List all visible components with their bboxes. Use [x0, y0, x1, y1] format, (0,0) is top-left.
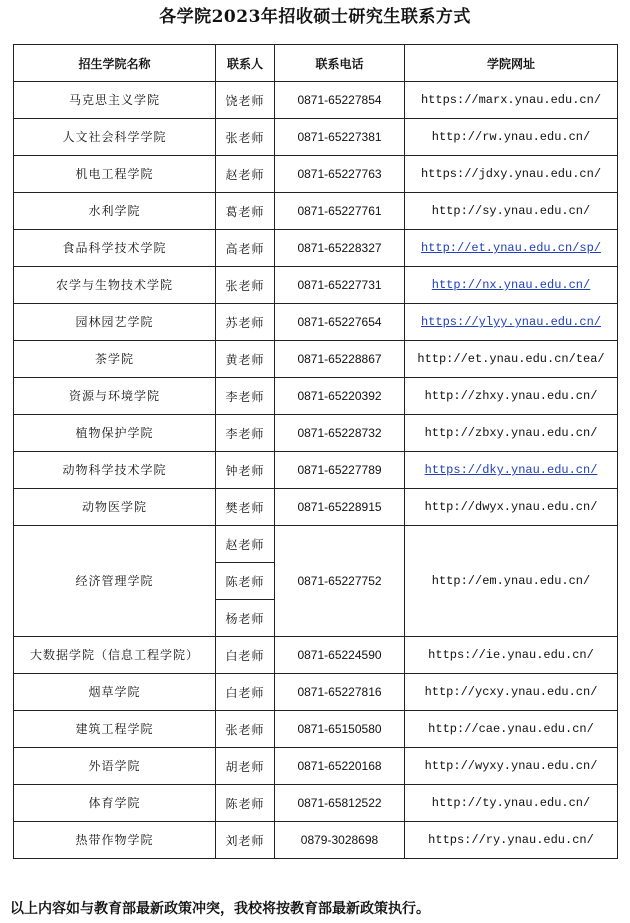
table-row — [14, 785, 618, 822]
table-row — [14, 156, 618, 193]
contact-phone: 0879-3028698 — [275, 822, 405, 859]
contact-person: 饶老师 — [216, 82, 275, 119]
college-name: 大数据学院（信息工程学院） — [14, 637, 216, 674]
college-url[interactable]: https://marx.ynau.edu.cn/ — [405, 82, 618, 119]
header-contact: 联系人 — [216, 45, 275, 82]
contact-person: 杨老师 — [216, 600, 275, 637]
college-url[interactable]: http://et.ynau.edu.cn/sp/ — [420, 241, 602, 255]
college-name: 人文社会科学学院 — [14, 119, 216, 156]
college-name: 园林园艺学院 — [14, 304, 216, 341]
college-url[interactable]: https://ylyy.ynau.edu.cn/ — [420, 315, 602, 329]
college-url[interactable]: https://dky.ynau.edu.cn/ — [424, 463, 598, 477]
contact-person: 刘老师 — [216, 822, 275, 859]
college-name: 食品科学技术学院 — [14, 230, 216, 267]
contact-person: 陈老师 — [216, 563, 275, 600]
contact-phone: 0871-65227381 — [275, 119, 405, 156]
college-url-link[interactable] — [405, 304, 618, 341]
table-row — [14, 452, 618, 489]
contact-person: 张老师 — [216, 119, 275, 156]
college-name: 建筑工程学院 — [14, 711, 216, 748]
college-url[interactable]: http://ycxy.ynau.edu.cn/ — [405, 674, 618, 711]
contact-person: 陈老师 — [216, 785, 275, 822]
contact-person: 李老师 — [216, 415, 275, 452]
college-url[interactable]: http://et.ynau.edu.cn/tea/ — [405, 341, 618, 378]
college-url[interactable]: http://sy.ynau.edu.cn/ — [405, 193, 618, 230]
college-url[interactable]: http://ty.ynau.edu.cn/ — [405, 785, 618, 822]
contact-person: 张老师 — [216, 267, 275, 304]
college-url[interactable]: http://rw.ynau.edu.cn/ — [405, 119, 618, 156]
college-url[interactable]: https://ie.ynau.edu.cn/ — [405, 637, 618, 674]
table-row — [14, 489, 618, 526]
page-title: 各学院2023年招收硕士研究生联系方式 — [159, 7, 471, 27]
college-url[interactable]: https://jdxy.ynau.edu.cn/ — [405, 156, 618, 193]
header-url: 学院网址 — [405, 45, 618, 82]
contact-phone: 0871-65227816 — [275, 674, 405, 711]
college-url-link[interactable] — [405, 452, 618, 489]
contact-phone: 0871-65150580 — [275, 711, 405, 748]
table-row — [14, 304, 618, 341]
contact-person: 苏老师 — [216, 304, 275, 341]
table-row — [14, 711, 618, 748]
contact-person: 赵老师 — [216, 156, 275, 193]
contact-person: 钟老师 — [216, 452, 275, 489]
college-url-link[interactable] — [405, 230, 618, 267]
table-row — [14, 119, 618, 156]
contact-phone: 0871-65812522 — [275, 785, 405, 822]
contact-phone: 0871-65227654 — [275, 304, 405, 341]
contact-person: 樊老师 — [216, 489, 275, 526]
contact-phone: 0871-65224590 — [275, 637, 405, 674]
college-name: 资源与环境学院 — [14, 378, 216, 415]
college-name: 机电工程学院 — [14, 156, 216, 193]
contact-person: 白老师 — [216, 637, 275, 674]
college-url[interactable]: http://nx.ynau.edu.cn/ — [431, 278, 591, 292]
contact-phone: 0871-65227789 — [275, 452, 405, 489]
contact-person: 赵老师 — [216, 526, 275, 563]
contact-phone: 0871-65228327 — [275, 230, 405, 267]
table-row — [14, 674, 618, 711]
table-row — [14, 415, 618, 452]
college-url[interactable]: http://wyxy.ynau.edu.cn/ — [405, 748, 618, 785]
contact-person: 胡老师 — [216, 748, 275, 785]
table-row-econ — [14, 526, 618, 563]
header-college: 招生学院名称 — [14, 45, 216, 82]
contacts-table — [13, 44, 618, 859]
college-url[interactable]: http://zbxy.ynau.edu.cn/ — [405, 415, 618, 452]
table-row — [14, 822, 618, 859]
contact-phone: 0871-65227763 — [275, 156, 405, 193]
table-row — [14, 82, 618, 119]
college-url-link[interactable] — [405, 267, 618, 304]
college-url[interactable]: http://cae.ynau.edu.cn/ — [405, 711, 618, 748]
contact-phone: 0871-65220392 — [275, 378, 405, 415]
policy-note: 以上内容如与教育部最新政策冲突，我校将按教育部最新政策执行。 — [10, 901, 430, 917]
college-name: 茶学院 — [14, 341, 216, 378]
header-phone: 联系电话 — [275, 45, 405, 82]
table-row — [14, 748, 618, 785]
contact-person: 李老师 — [216, 378, 275, 415]
table-row — [14, 193, 618, 230]
contact-person: 张老师 — [216, 711, 275, 748]
college-name: 烟草学院 — [14, 674, 216, 711]
contact-person: 高老师 — [216, 230, 275, 267]
college-name: 植物保护学院 — [14, 415, 216, 452]
table-row — [14, 378, 618, 415]
table-row — [14, 341, 618, 378]
college-url[interactable]: https://ry.ynau.edu.cn/ — [405, 822, 618, 859]
contact-phone: 0871-65227854 — [275, 82, 405, 119]
college-name: 体育学院 — [14, 785, 216, 822]
contact-person: 黄老师 — [216, 341, 275, 378]
college-name: 水利学院 — [14, 193, 216, 230]
college-name: 动物医学院 — [14, 489, 216, 526]
college-name: 外语学院 — [14, 748, 216, 785]
college-name: 农学与生物技术学院 — [14, 267, 216, 304]
table-row — [14, 637, 618, 674]
contact-person: 葛老师 — [216, 193, 275, 230]
table-row — [14, 230, 618, 267]
college-url[interactable]: http://dwyx.ynau.edu.cn/ — [405, 489, 618, 526]
college-name: 马克思主义学院 — [14, 82, 216, 119]
contact-person: 白老师 — [216, 674, 275, 711]
college-name: 经济管理学院 — [14, 526, 216, 637]
college-name: 热带作物学院 — [14, 822, 216, 859]
contact-phone: 0871-65227752 — [275, 526, 405, 637]
college-url[interactable]: http://zhxy.ynau.edu.cn/ — [405, 378, 618, 415]
college-url[interactable]: http://em.ynau.edu.cn/ — [405, 526, 618, 637]
table-row — [14, 267, 618, 304]
contact-phone: 0871-65227731 — [275, 267, 405, 304]
contact-phone: 0871-65220168 — [275, 748, 405, 785]
college-name: 动物科学技术学院 — [14, 452, 216, 489]
contact-phone: 0871-65227761 — [275, 193, 405, 230]
table-header-row — [14, 45, 618, 82]
contact-phone: 0871-65228732 — [275, 415, 405, 452]
contact-phone: 0871-65228915 — [275, 489, 405, 526]
contact-phone: 0871-65228867 — [275, 341, 405, 378]
